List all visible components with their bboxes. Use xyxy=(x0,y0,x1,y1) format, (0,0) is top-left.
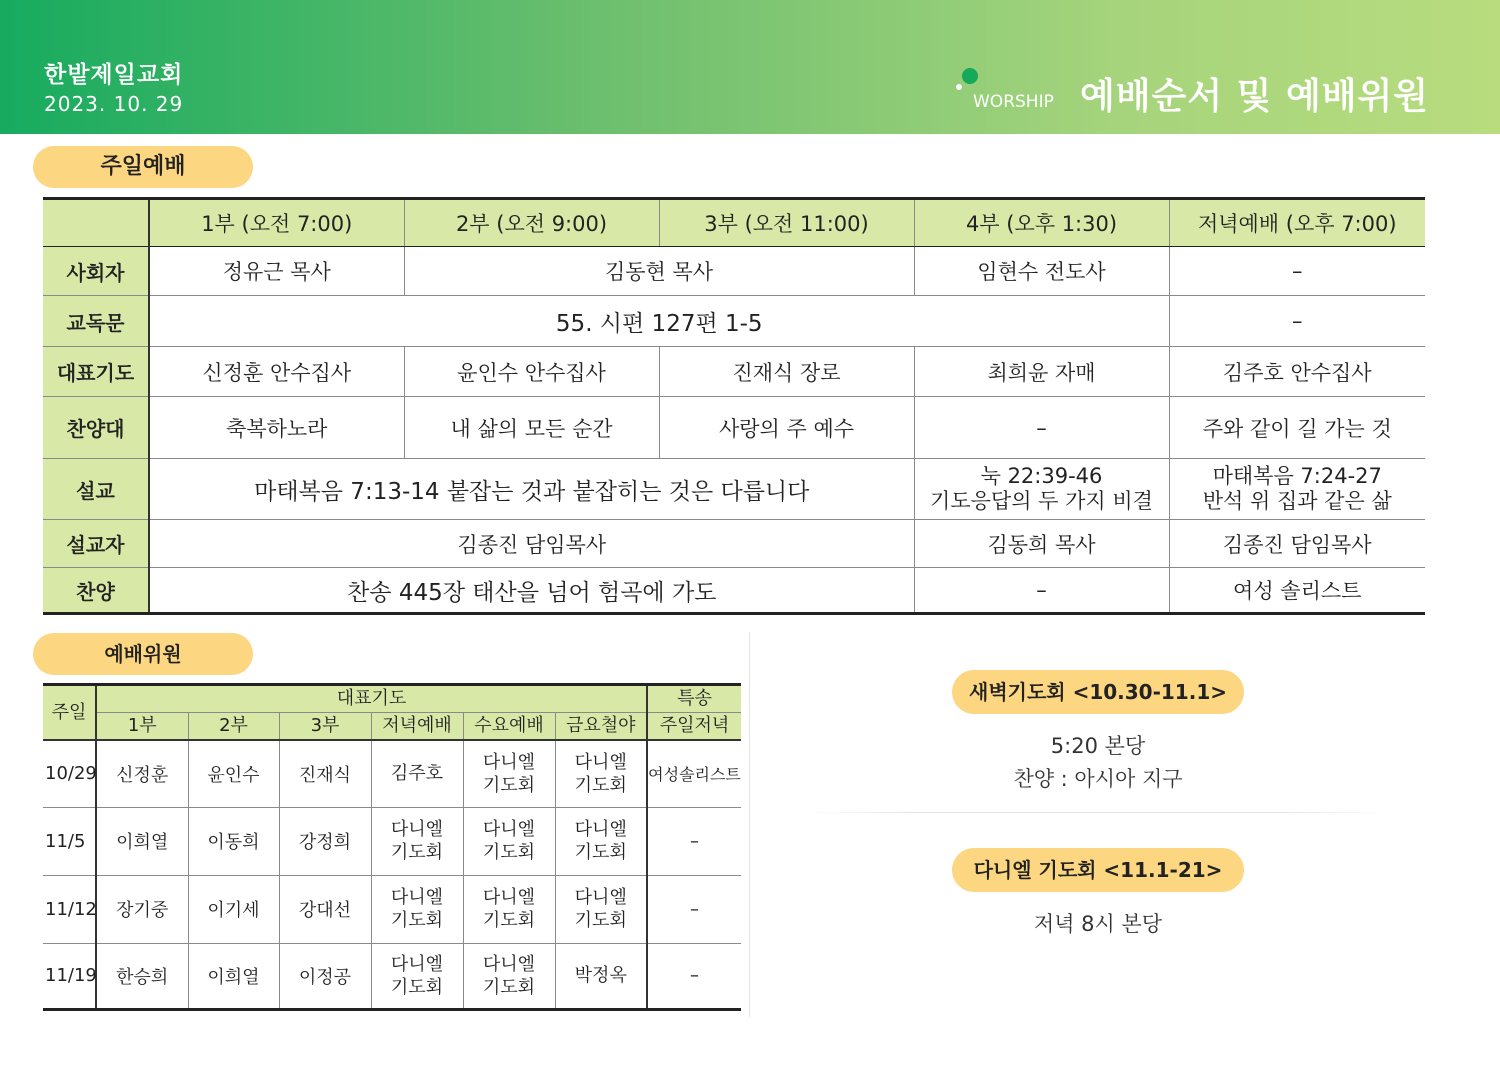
cell-line: 기도회 xyxy=(574,842,627,863)
page-title: 예배순서 및 예배위원 xyxy=(1080,76,1430,117)
table-cell: 윤인수 xyxy=(188,740,279,807)
bulletin-date: 2023. 10. 29 xyxy=(44,92,184,116)
cell-line: 김주호 xyxy=(390,763,444,785)
table-cell: 김동희 목사 xyxy=(914,520,1169,568)
table-cell: – xyxy=(647,943,741,1009)
table-cell xyxy=(463,807,555,875)
table-cell xyxy=(371,943,463,1009)
table-cell xyxy=(555,740,647,807)
dawn-prayer-time: 5:20 본당 xyxy=(1050,734,1146,758)
table-cell: 강대선 xyxy=(279,875,371,943)
row-header: 사회자 xyxy=(43,247,149,296)
table-cell xyxy=(463,740,555,807)
column-header: 2부 (오전 9:00) xyxy=(404,199,659,247)
row-header: 찬양대 xyxy=(43,397,149,459)
row-header: 찬양 xyxy=(43,568,149,614)
cell-line: 다니엘 xyxy=(574,887,627,908)
cell-line: 다니엘 xyxy=(574,819,627,840)
table-cell: 신정훈 안수집사 xyxy=(149,347,404,397)
church-name: 한밭제일교회 xyxy=(44,62,184,88)
table-row xyxy=(43,520,1425,568)
row-date: 11/19 xyxy=(43,943,96,1009)
table-cell: 진재식 장로 xyxy=(659,347,914,397)
table-cell: 진재식 xyxy=(279,740,371,807)
table-cell: – xyxy=(1169,296,1425,347)
table-row xyxy=(43,568,1425,614)
table-cell xyxy=(914,459,1169,520)
table-cell xyxy=(463,943,555,1009)
table-cell xyxy=(371,875,463,943)
section-label: WORSHIP xyxy=(973,92,1054,112)
row-date: 11/12 xyxy=(43,875,96,943)
cell-line: 다니엘 xyxy=(482,819,536,840)
cell-line: 기도회 xyxy=(482,774,536,796)
table-cell: 김동현 목사 xyxy=(404,247,914,296)
dot-icon xyxy=(962,68,978,84)
table-cell: – xyxy=(1169,247,1425,296)
daniel-prayer-time: 저녁 8시 본당 xyxy=(1033,912,1163,936)
column-header: 저녁예배 (오후 7:00) xyxy=(1169,199,1425,247)
cell-line: 기도회 xyxy=(390,976,444,998)
table-cell: 주와 같이 길 가는 것 xyxy=(1169,397,1425,459)
sermon-title: 반석 위 집과 같은 삶 xyxy=(1202,489,1392,513)
cell-line: 기도회 xyxy=(482,910,536,931)
table-header-row xyxy=(43,713,741,741)
cell-line: 기도회 xyxy=(482,842,536,863)
small-dot-icon xyxy=(956,84,962,90)
column-header: 수요예배 xyxy=(463,713,555,741)
row-header: 설교자 xyxy=(43,520,149,568)
header-banner xyxy=(0,0,1500,134)
column-header: 1부 (오전 7:00) xyxy=(149,199,404,247)
table-header-row xyxy=(43,199,1425,247)
sermon-title: 기도응답의 두 가지 비결 xyxy=(930,489,1153,513)
table-cell: 김종진 담임목사 xyxy=(1169,520,1425,568)
table-cell: 이희열 xyxy=(96,807,188,875)
table-cell: 내 삶의 모든 순간 xyxy=(404,397,659,459)
table-cell: 김종진 담임목사 xyxy=(149,520,914,568)
table-cell: – xyxy=(914,568,1169,614)
sunday-service-title: 주일예배 xyxy=(33,146,253,188)
sunday-service-table xyxy=(43,197,1425,615)
sermon-passage: 눅 22:39-46 xyxy=(980,464,1103,488)
dawn-prayer-title: 새벽기도회 <10.30-11.1> xyxy=(952,670,1244,714)
table-cell xyxy=(371,807,463,875)
corner-cell xyxy=(43,199,149,247)
table-row xyxy=(43,459,1425,520)
table-cell: 장기중 xyxy=(96,875,188,943)
table-cell: – xyxy=(914,397,1169,459)
table-row xyxy=(43,397,1425,459)
table-cell xyxy=(371,740,463,807)
table-cell: 사랑의 주 예수 xyxy=(659,397,914,459)
table-header-row xyxy=(43,685,741,713)
sermon-passage: 마태복음 7:24-27 xyxy=(1212,464,1382,488)
table-cell: 한승희 xyxy=(96,943,188,1009)
dawn-prayer-praise: 찬양 : 아시아 지구 xyxy=(1013,767,1183,791)
table-cell: – xyxy=(647,875,741,943)
table-cell xyxy=(555,807,647,875)
column-header: 1부 xyxy=(96,713,188,741)
horizontal-divider xyxy=(806,812,1392,813)
table-cell: 이기세 xyxy=(188,875,279,943)
row-date: 10/29 xyxy=(43,740,96,807)
table-cell: 이정공 xyxy=(279,943,371,1009)
table-cell: 윤인수 안수집사 xyxy=(404,347,659,397)
row-header: 교독문 xyxy=(43,296,149,347)
row-date: 11/5 xyxy=(43,807,96,875)
table-row xyxy=(43,347,1425,397)
table-cell: 신정훈 xyxy=(96,740,188,807)
row-header: 대표기도 xyxy=(43,347,149,397)
table-cell: 축복하노라 xyxy=(149,397,404,459)
table-cell: 정유근 목사 xyxy=(149,247,404,296)
table-cell: 여성 솔리스트 xyxy=(1169,568,1425,614)
column-header: 2부 xyxy=(188,713,279,741)
worship-staff-title: 예배위원 xyxy=(33,633,253,675)
column-header: 저녁예배 xyxy=(371,713,463,741)
table-row xyxy=(43,943,741,1009)
table-row xyxy=(43,875,741,943)
cell-line: 다니엘 xyxy=(390,887,444,908)
cell-line: 다니엘 xyxy=(574,751,627,773)
cell-line: 기도회 xyxy=(574,774,627,796)
column-header: 4부 (오후 1:30) xyxy=(914,199,1169,247)
column-header: 특송 xyxy=(647,685,741,713)
column-header: 대표기도 xyxy=(96,685,647,713)
table-cell: 마태복음 7:13-14 붙잡는 것과 붙잡히는 것은 다릅니다 xyxy=(149,459,914,520)
cell-line: 다니엘 xyxy=(482,953,536,975)
table-cell: – xyxy=(647,807,741,875)
table-row xyxy=(43,807,741,875)
table-cell: 강정희 xyxy=(279,807,371,875)
cell-line: 기도회 xyxy=(390,910,444,931)
table-cell: 여성솔리스트 xyxy=(647,740,741,807)
table-cell xyxy=(463,875,555,943)
column-header: 3부 xyxy=(279,713,371,741)
cell-line: 기도회 xyxy=(390,842,444,863)
column-header: 주일 xyxy=(43,685,96,741)
table-cell xyxy=(1169,459,1425,520)
daniel-prayer-title: 다니엘 기도회 <11.1-21> xyxy=(952,848,1244,892)
cell-line: 다니엘 xyxy=(390,819,444,840)
table-cell: 최희윤 자매 xyxy=(914,347,1169,397)
cell-line: 다니엘 xyxy=(482,751,536,773)
table-cell: 임현수 전도사 xyxy=(914,247,1169,296)
table-cell: 찬송 445장 태산을 넘어 험곡에 가도 xyxy=(149,568,914,614)
column-header: 3부 (오전 11:00) xyxy=(659,199,914,247)
table-cell: 김주호 안수집사 xyxy=(1169,347,1425,397)
table-cell: 이동희 xyxy=(188,807,279,875)
table-row xyxy=(43,247,1425,296)
worship-staff-table xyxy=(43,683,741,1011)
row-header: 설교 xyxy=(43,459,149,520)
table-cell xyxy=(555,875,647,943)
column-header: 주일저녁 xyxy=(647,713,741,741)
cell-line: 기도회 xyxy=(574,910,627,931)
cell-line: 박정옥 xyxy=(574,965,627,986)
table-row xyxy=(43,740,741,807)
cell-line: 다니엘 xyxy=(482,887,536,908)
cell-line: 기도회 xyxy=(482,976,536,998)
table-cell: 55. 시편 127편 1-5 xyxy=(149,296,1169,347)
cell-line: 다니엘 xyxy=(390,953,444,975)
table-cell xyxy=(555,943,647,1009)
vertical-divider xyxy=(749,632,750,1017)
column-header: 금요철야 xyxy=(555,713,647,741)
table-row xyxy=(43,296,1425,347)
table-cell: 이희열 xyxy=(188,943,279,1009)
